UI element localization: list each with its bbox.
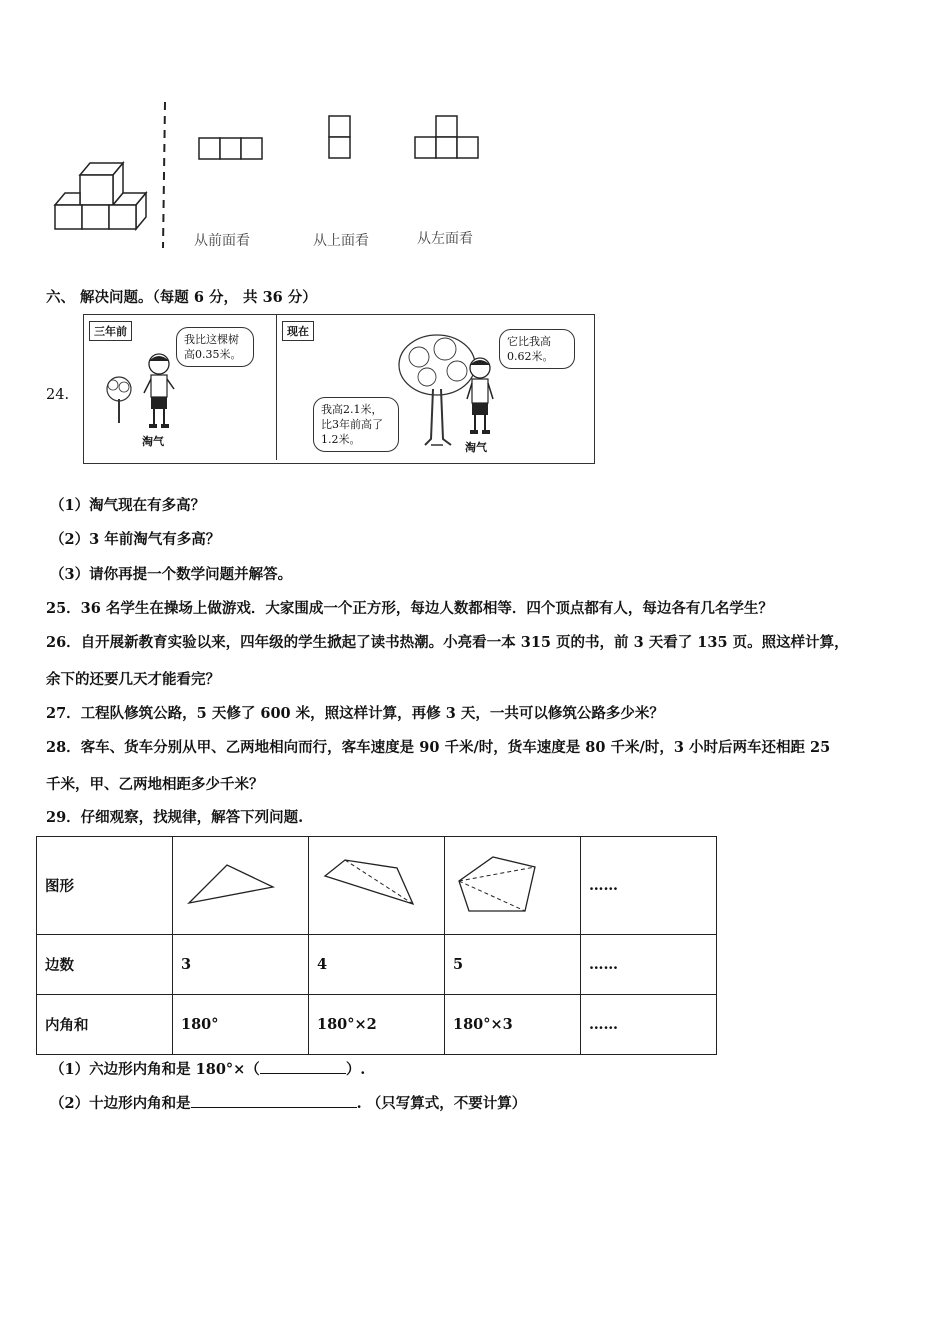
q24-number: 24. xyxy=(46,387,70,403)
row-label-sides: 边数 xyxy=(37,935,173,995)
angle-sum-value: …… xyxy=(581,995,717,1055)
kid-figure-past xyxy=(142,351,176,431)
q29-sub1-prefix: （1）六边形内角和是 180°×（ xyxy=(50,1061,260,1078)
answer-blank-1[interactable] xyxy=(260,1058,346,1074)
q29-sub1-suffix: ）. xyxy=(345,1061,366,1078)
shape-quadrilateral-cell xyxy=(309,837,445,935)
question-26-line2: 余下的还要几天才能看完？ xyxy=(46,671,220,688)
comic-panel-now xyxy=(277,315,592,460)
shape-triangle-cell xyxy=(173,837,309,935)
front-view-label: 从前面看 xyxy=(194,233,250,249)
row-label-shape: 图形 xyxy=(37,837,173,935)
top-view-shape xyxy=(327,114,355,162)
q29-sub2 xyxy=(50,1092,526,1113)
shape-ellipsis-cell: …… xyxy=(581,837,717,935)
triangle-icon xyxy=(181,859,281,909)
polygon-table xyxy=(36,836,717,1055)
q29-sub1 xyxy=(50,1058,365,1079)
sides-value: 5 xyxy=(445,935,581,995)
answer-blank-2[interactable] xyxy=(191,1092,357,1108)
section-heading: 六、 解决问题。（每题 6 分， 共 36 分） xyxy=(46,289,317,306)
left-view-shape xyxy=(413,114,485,162)
kid-figure-now xyxy=(463,355,497,437)
angle-sum-value: 180°×2 xyxy=(309,995,445,1055)
question-27: 27．工程队修筑公路，5 天修了 600 米，照这样计算，再修 3 天，一共可以修筑公路多少米？ xyxy=(46,705,664,722)
speech-bubble-past: 我比这棵树高0.35米。 xyxy=(176,327,254,367)
question-25: 25．36 名学生在操场上做游戏．大家围成一个正方形，每边人数都相等．四个顶点都有人，每边各有几名学生？ xyxy=(46,600,773,617)
q24-sub3: （3）请你再提一个数学问题并解答。 xyxy=(50,566,293,583)
panel-tag-now: 现在 xyxy=(282,321,314,341)
row-label-angle-sum: 内角和 xyxy=(37,995,173,1055)
cube-figure xyxy=(50,155,150,235)
small-tree-icon xyxy=(102,375,136,425)
kid-name-now: 淘气 xyxy=(465,441,487,454)
question-26-line1: 26．自开展新教育实验以来，四年级的学生掀起了读书热潮。小亮看一本 315 页的书，前 3 天看了 135 页。照这样计算， xyxy=(46,634,849,651)
speech-bubble-tree: 它比我高0.62米。 xyxy=(499,329,575,369)
quadrilateral-icon xyxy=(317,854,417,914)
pentagon-icon xyxy=(453,853,553,915)
comic-panel-past xyxy=(84,315,277,460)
table-row-shapes xyxy=(37,837,717,935)
shape-pentagon-cell xyxy=(445,837,581,935)
sides-value: 4 xyxy=(309,935,445,995)
question-28-line1: 28．客车、货车分别从甲、乙两地相向而行，客车速度是 90 千米/时，货车速度是 80 千米/时，3 小时后两车还相距 25 xyxy=(46,739,831,756)
comic-strip xyxy=(83,314,595,464)
table-row-angles xyxy=(37,995,717,1055)
table-row-sides xyxy=(37,935,717,995)
speech-bubble-kid: 我高2.1米，比3年前高了1.2米。 xyxy=(313,397,399,452)
question-28-line2: 千米，甲、乙两地相距多少千米？ xyxy=(46,776,264,793)
q29-sub2-suffix: . （只写算式，不要计算） xyxy=(356,1095,527,1112)
q29-sub2-prefix: （2）十边形内角和是 xyxy=(50,1095,191,1112)
dashed-divider xyxy=(160,100,170,250)
front-view-shape xyxy=(197,136,267,162)
top-view-label: 从上面看 xyxy=(313,233,369,249)
sides-value: 3 xyxy=(173,935,309,995)
panel-tag-past: 三年前 xyxy=(89,321,132,341)
question-29-intro: 29．仔细观察，找规律，解答下列问题. xyxy=(46,809,304,826)
sides-value: …… xyxy=(581,935,717,995)
q24-sub1: （1）淘气现在有多高？ xyxy=(50,497,206,514)
angle-sum-value: 180° xyxy=(173,995,309,1055)
left-view-label: 从左面看 xyxy=(417,231,473,247)
q24-sub2: （2）3 年前淘气有多高？ xyxy=(50,531,221,548)
kid-name-past: 淘气 xyxy=(142,435,164,448)
angle-sum-value: 180°×3 xyxy=(445,995,581,1055)
